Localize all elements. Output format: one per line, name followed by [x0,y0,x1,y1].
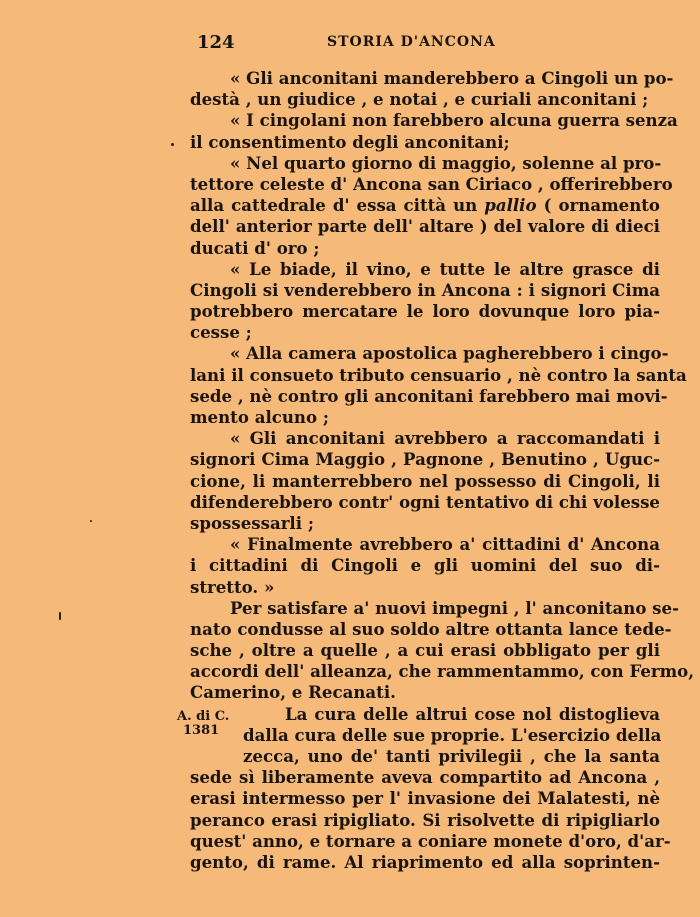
text-line: gento, di rame. Al riaprimento ed alla soprinten- [190,851,660,872]
text-line: sede , nè contro gli anconitani farebbero mai movi- [190,385,668,406]
margin-year: 1381 [183,722,220,738]
margin-note-paragraph [177,703,662,768]
text-line: difenderebbero contr' ogni tentativo di chi volesse [190,491,660,512]
text-line: « I cingolani non farebbero alcuna guerra senza [230,110,678,131]
paper-speck [59,612,61,620]
text-line: zecca, uno de' tanti privilegii , che la santa [243,746,660,766]
text-line [190,195,660,216]
text-line: sede sì liberamente aveva compartito ad Ancona , [190,767,660,788]
text-line: cesse ; [190,322,252,343]
text-line: Cingoli si venderebbero in Ancona : i signori Cima [190,279,660,300]
running-title: STORIA D'ANCONA [327,34,496,50]
text-line: « Gli anconitani avrebbero a raccomandati i [230,428,660,449]
text-line: « Nel quarto giorno di maggio, solenne al pro- [230,152,662,173]
text-line: potrebbero mercatare le loro dovunque loro pia- [190,301,660,322]
page-number: 124 [197,32,235,53]
text-line: Per satisfare a' nuovi impegni , l' anconitano se- [230,597,679,618]
text-line: nato condusse al suo soldo altre ottanta lance tede- [190,618,672,639]
text-line: destà , un giudice , e notai , e curiali anconitani ; [190,89,649,110]
text-line: stretto. » [190,576,275,597]
text-line: « Gli anconitani manderebbero a Cingoli un po- [230,68,674,88]
text-line: il consentimento degli anconitani; [190,131,510,152]
text-line: i cittadini di Cingoli e gli uomini del suo di- [190,555,660,576]
text-line: peranco erasi ripigliato. Si risolvette di ripigliarlo [190,809,660,830]
margin-year-label: A. di C. [177,708,230,724]
text-line: Camerino, e Recanati. [190,682,396,703]
text-line: quest' anno, e tornare a coniare monete d'oro, d'ar- [190,830,671,851]
text-line: dell' anterior parte dell' altare ) del valore di dieci [190,216,660,237]
page-header [175,28,645,58]
text-line: accordi dell' alleanza, che rammentammo, con Fermo, [190,661,695,682]
text-line: mento alcuno ; [190,407,329,427]
text-line: lani il consueto tributo censuario , nè contro la santa [190,364,687,385]
body-text [177,68,695,873]
text-line: « Le biade, il vino, e tutte le altre grasce di [230,258,660,279]
text-line: La cura delle altrui cose nol distoglieva [285,703,660,724]
text-line: « Alla camera apostolica pagherebbero i cingo- [230,343,669,364]
margin-note [177,710,229,738]
text-line: signori Cima Maggio , Pagnone , Benutino , Uguc- [190,449,660,470]
text-line: spossessarli ; [190,512,314,533]
text-line: sche , oltre a quelle , a cui erasi obbligato per gli [190,640,660,661]
text-line: ducati d' oro ; [190,237,320,258]
paper-speck [90,520,92,522]
text-line: dalla cura delle sue proprie. L'esercizio della [243,724,662,745]
book-page [175,28,695,873]
text-line: « Finalmente avrebbero a' cittadini d' Ancona [230,534,660,555]
italic-word: pallio [484,195,537,216]
text-line: erasi intermesso per l' invasione dei Malatesti, nè [190,788,660,809]
paper-speck [171,143,174,146]
text-line: cione, li manterrebbero nel possesso di Cingoli, li [190,470,660,491]
text-fragment: alla cattedrale d' essa città un pallio ( ornamento [190,195,660,216]
text-line: tettore celeste d' Ancona san Ciriaco , offerirebbero [190,173,673,194]
